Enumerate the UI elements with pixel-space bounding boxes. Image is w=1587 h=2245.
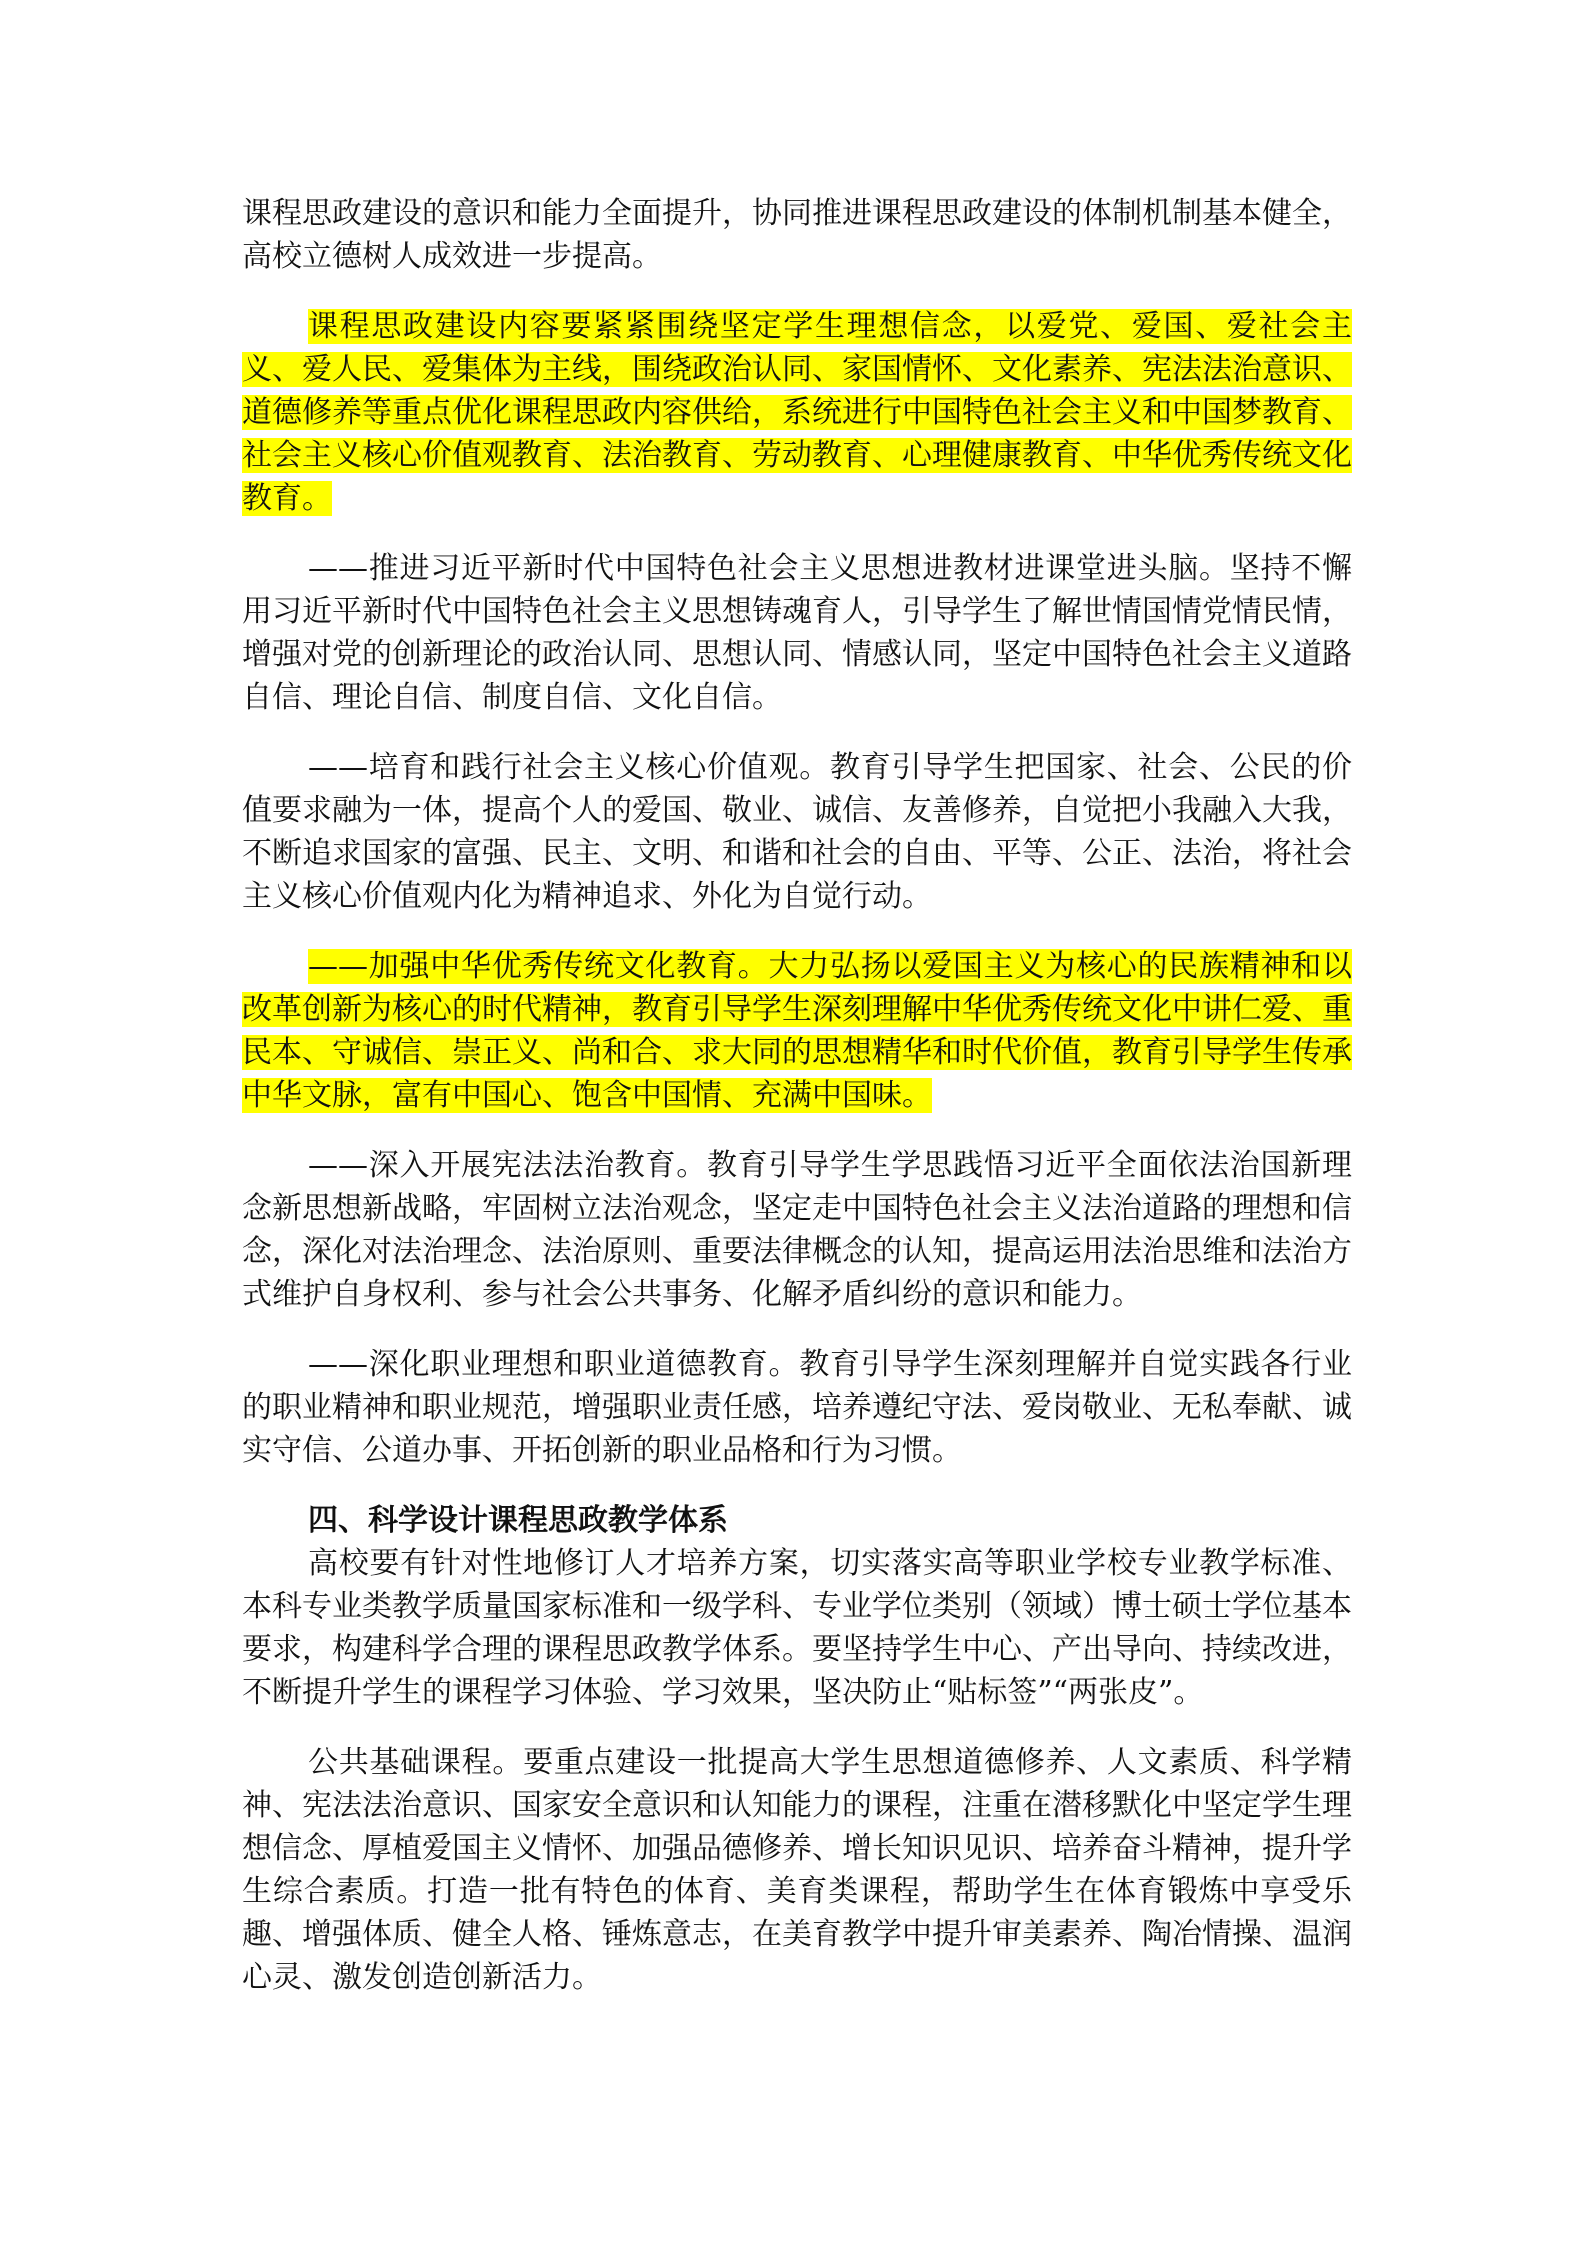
highlighted-text: 课程思政建设内容要紧紧围绕坚定学生理想信念，以爱党、爱国、爱社会主义、爱人民、爱集体为主线，围绕政治认同、家国情怀、文化素养、宪法法治意识、道德修养等重点优化课程思政内容供给，系统进行中国特色社会主义和中国梦教育、社会主义核心价值观教育、法治教育、劳动教育、心理健康教育、中华优秀传统文化教育。 xyxy=(242,309,1352,516)
paragraph-xi-thought xyxy=(242,547,1352,719)
paragraph-content-requirements xyxy=(242,305,1352,520)
paragraph-text: ——培育和践行社会主义核心价值观。教育引导学生把国家、社会、公民的价值要求融为一体，提高个人的爱国、敬业、诚信、友善修养，自觉把小我融入大我，不断追求国家的富强、民主、文明、和谐和社会的自由、平等、公正、法治，将社会主义核心价值观内化为精神追求、外化为自觉行动。 xyxy=(242,750,1352,914)
paragraph-teaching-system xyxy=(242,1542,1352,1714)
highlighted-text: ——加强中华优秀传统文化教育。大力弘扬以爱国主义为核心的民族精神和以改革创新为核心的时代精神，教育引导学生深刻理解中华优秀传统文化中讲仁爱、重民本、守诚信、崇正义、尚和合、求大同的思想精华和时代价值，教育引导学生传承中华文脉，富有中国心、饱含中国情、充满中国味。 xyxy=(242,949,1352,1113)
paragraph-continuation xyxy=(242,192,1352,278)
paragraph-text: ——深入开展宪法法治教育。教育引导学生学思践悟习近平全面依法治国新理念新思想新战略，牢固树立法治观念，坚定走中国特色社会主义法治道路的理想和信念，深化对法治理念、法治原则、重要法律概念的认知，提高运用法治思维和法治方式维护自身权利、参与社会公共事务、化解矛盾纠纷的意识和能力。 xyxy=(242,1148,1352,1312)
paragraph-text: 公共基础课程。要重点建设一批提高大学生思想道德修养、人文素质、科学精神、宪法法治意识、国家安全意识和认知能力的课程，注重在潜移默化中坚定学生理想信念、厚植爱国主义情怀、加强品德修养、增长知识见识、培养奋斗精神，提升学生综合素质。打造一批有特色的体育、美育类课程，帮助学生在体育锻炼中享受乐趣、增强体质、健全人格、锤炼意志，在美育教学中提升审美素养、陶冶情操、温润心灵、激发创造创新活力。 xyxy=(242,1745,1352,1995)
paragraph-core-values xyxy=(242,746,1352,918)
section-heading: 四、科学设计课程思政教学体系 xyxy=(308,1503,728,1538)
paragraph-public-courses xyxy=(242,1741,1352,1999)
paragraph-traditional-culture xyxy=(242,945,1352,1117)
paragraph-text: 高校要有针对性地修订人才培养方案，切实落实高等职业学校专业教学标准、本科专业类教学质量国家标准和一级学科、专业学位类别（领域）博士硕士学位基本要求，构建科学合理的课程思政教学体系。要坚持学生中心、产出导向、持续改进，不断提升学生的课程学习体验、学习效果，坚决防止“贴标签”“两张皮”。 xyxy=(242,1546,1352,1710)
paragraph-text: ——推进习近平新时代中国特色社会主义思想进教材进课堂进头脑。坚持不懈用习近平新时代中国特色社会主义思想铸魂育人，引导学生了解世情国情党情民情，增强对党的创新理论的政治认同、思想认同、情感认同，坚定中国特色社会主义道路自信、理论自信、制度自信、文化自信。 xyxy=(242,551,1352,715)
paragraph-rule-of-law xyxy=(242,1144,1352,1316)
paragraph-text: ——深化职业理想和职业道德教育。教育引导学生深刻理解并自觉实践各行业的职业精神和职业规范，增强职业责任感，培养遵纪守法、爱岗敬业、无私奉献、诚实守信、公道办事、开拓创新的职业品格和行为习惯。 xyxy=(242,1347,1352,1468)
paragraph-text: 课程思政建设的意识和能力全面提升，协同推进课程思政建设的体制机制基本健全，高校立德树人成效进一步提高。 xyxy=(242,196,1352,274)
paragraph-professional-ethics xyxy=(242,1343,1352,1472)
document-page xyxy=(242,192,1352,2026)
